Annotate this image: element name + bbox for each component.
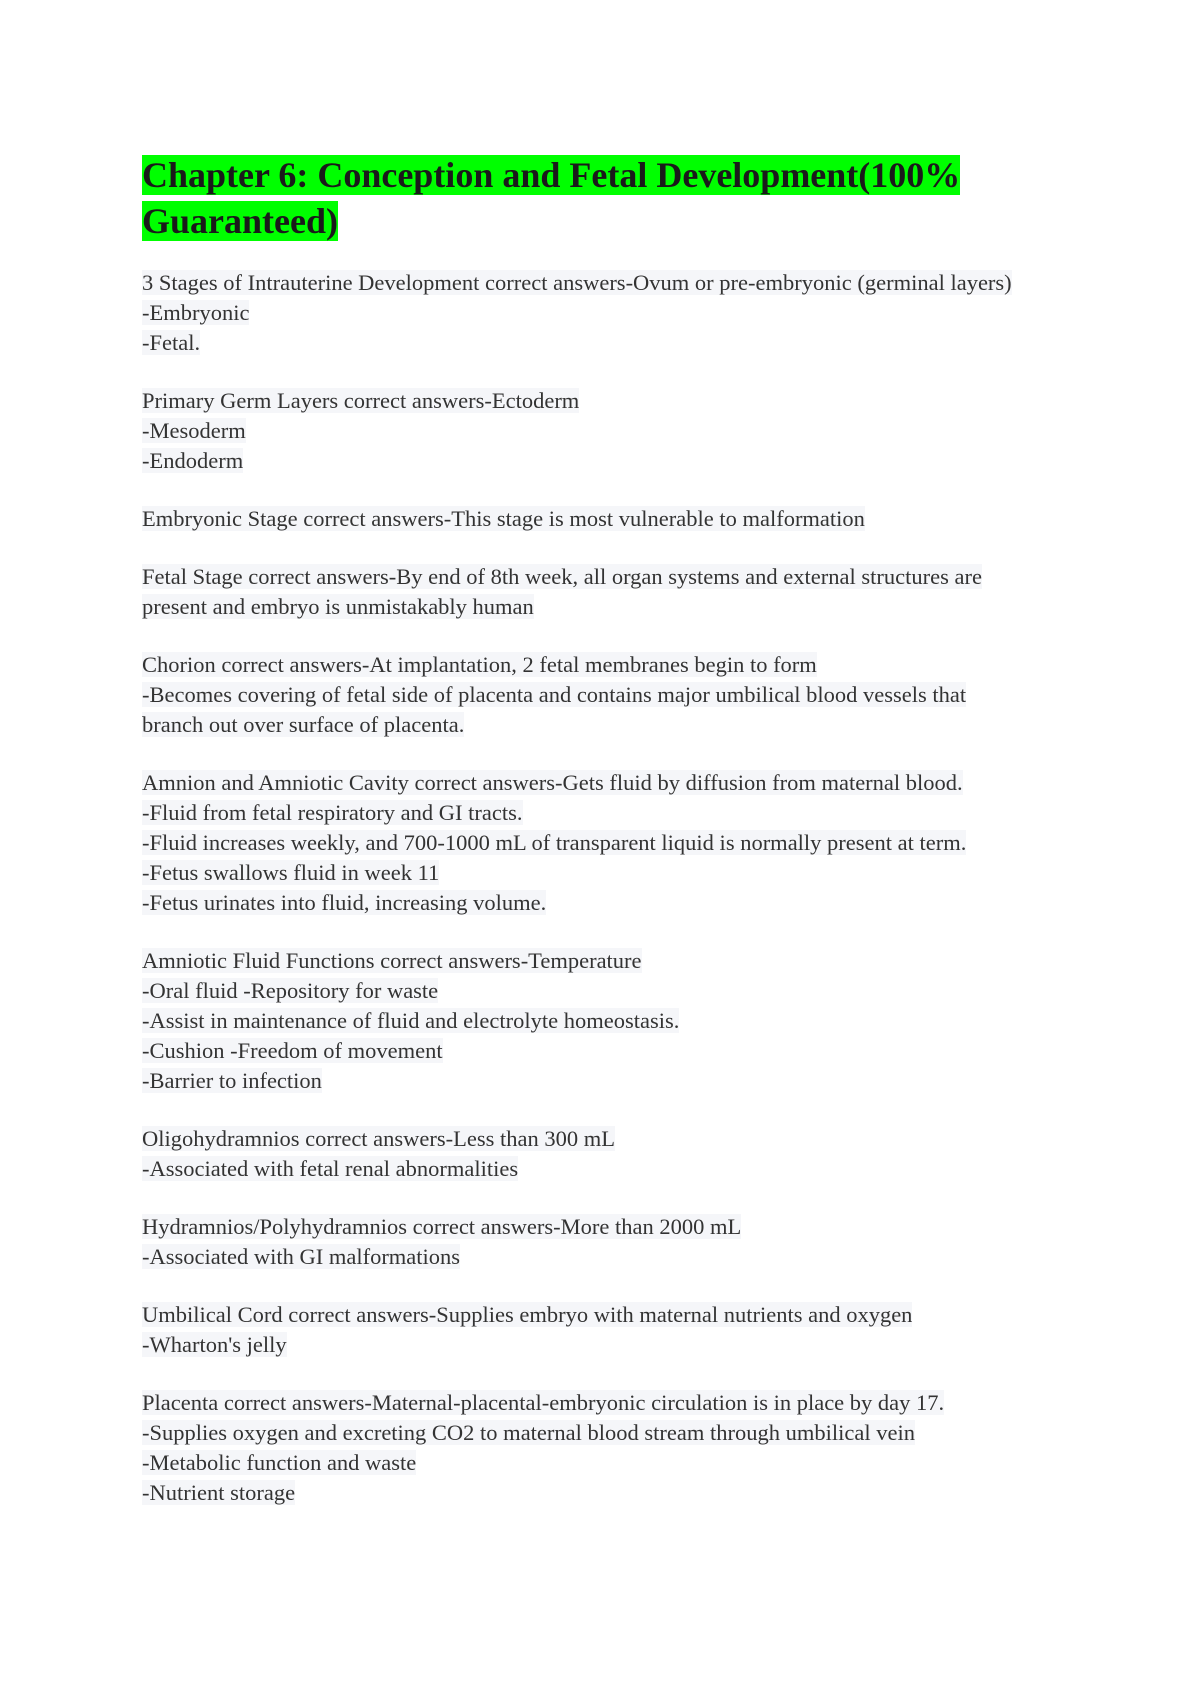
qa-entry (142, 946, 1082, 1096)
entry-text: present and embryo is unmistakably human (142, 594, 534, 619)
entry-text: -Fetus swallows fluid in week 11 (142, 860, 440, 885)
qa-entry (142, 504, 1082, 534)
entry-text: -Becomes covering of fetal side of placenta and contains major umbilical blood vessels that (142, 682, 967, 707)
entry-text: Umbilical Cord correct answers-Supplies embryo with maternal nutrients and oxygen (142, 1302, 913, 1327)
entry-question-line (142, 504, 1082, 534)
entry-answer-line (142, 1036, 1082, 1066)
entry-text: Amnion and Amniotic Cavity correct answers-Gets fluid by diffusion from maternal blood. (142, 770, 963, 795)
entry-answer-line (142, 1066, 1082, 1096)
entry-text: Embryonic Stage correct answers-This stage is most vulnerable to malformation (142, 506, 865, 531)
entry-question-line (142, 268, 1082, 298)
entry-text: Primary Germ Layers correct answers-Ectoderm (142, 388, 580, 413)
entry-text: -Supplies oxygen and excreting CO2 to maternal blood stream through umbilical vein (142, 1420, 915, 1445)
entry-text: Oligohydramnios correct answers-Less than 300 mL (142, 1126, 616, 1151)
entry-text: Amniotic Fluid Functions correct answers-Temperature (142, 948, 642, 973)
entry-answer-line (142, 1448, 1082, 1478)
entry-text: Chorion correct answers-At implantation, 2 fetal membranes begin to form (142, 652, 817, 677)
entry-text: -Embryonic (142, 300, 250, 325)
entry-text: -Assist in maintenance of fluid and electrolyte homeostasis. (142, 1008, 680, 1033)
entry-question-line (142, 1388, 1082, 1418)
qa-entry (142, 562, 1082, 622)
entry-answer-line (142, 1154, 1082, 1184)
entry-text: -Endoderm (142, 448, 244, 473)
entry-answer-line (142, 828, 1082, 858)
qa-entries (142, 268, 1082, 1508)
entry-text: -Fluid from fetal respiratory and GI tracts. (142, 800, 523, 825)
entry-question-line (142, 1212, 1082, 1242)
entry-answer-line (142, 798, 1082, 828)
entry-answer-line (142, 446, 1082, 476)
entry-answer-line (142, 888, 1082, 918)
qa-entry (142, 1124, 1082, 1184)
entry-text: -Fluid increases weekly, and 700-1000 mL of transparent liquid is normally present at term. (142, 830, 967, 855)
entry-text: -Barrier to infection (142, 1068, 322, 1093)
document-page (142, 152, 1082, 1536)
entry-answer-line (142, 976, 1082, 1006)
entry-text: Placenta correct answers-Maternal-placental-embryonic circulation is in place by day 17. (142, 1390, 945, 1415)
entry-text: branch out over surface of placenta. (142, 712, 465, 737)
entry-text: 3 Stages of Intrauterine Development correct answers-Ovum or pre-embryonic (germinal layers) (142, 270, 1012, 295)
page-title (142, 152, 1082, 244)
entry-answer-line (142, 1330, 1082, 1360)
entry-answer-line (142, 1242, 1082, 1272)
qa-entry (142, 386, 1082, 476)
entry-text: -Cushion -Freedom of movement (142, 1038, 443, 1063)
entry-text: -Associated with GI malformations (142, 1244, 461, 1269)
entry-text: -Oral fluid -Repository for waste (142, 978, 439, 1003)
entry-answer-line (142, 592, 1082, 622)
entry-answer-line (142, 416, 1082, 446)
qa-entry (142, 268, 1082, 358)
entry-text: -Associated with fetal renal abnormalities (142, 1156, 519, 1181)
entry-question-line (142, 562, 1082, 592)
entry-answer-line (142, 710, 1082, 740)
entry-question-line (142, 1124, 1082, 1154)
entry-answer-line (142, 858, 1082, 888)
entry-text: -Mesoderm (142, 418, 246, 443)
qa-entry (142, 1300, 1082, 1360)
entry-question-line (142, 386, 1082, 416)
entry-answer-line (142, 328, 1082, 358)
entry-question-line (142, 946, 1082, 976)
entry-text: -Fetus urinates into fluid, increasing volume. (142, 890, 547, 915)
entry-text: Hydramnios/Polyhydramnios correct answers-More than 2000 mL (142, 1214, 742, 1239)
entry-text: Fetal Stage correct answers-By end of 8th week, all organ systems and external structures are (142, 564, 982, 589)
entry-question-line (142, 1300, 1082, 1330)
qa-entry (142, 1212, 1082, 1272)
entry-text: -Fetal. (142, 330, 201, 355)
entry-answer-line (142, 1418, 1082, 1448)
entry-text: -Wharton's jelly (142, 1332, 287, 1357)
entry-text: -Metabolic function and waste (142, 1450, 417, 1475)
qa-entry (142, 1388, 1082, 1508)
qa-entry (142, 768, 1082, 918)
entry-answer-line (142, 1006, 1082, 1036)
entry-answer-line (142, 298, 1082, 328)
entry-question-line (142, 650, 1082, 680)
entry-text: -Nutrient storage (142, 1480, 296, 1505)
entry-answer-line (142, 1478, 1082, 1508)
entry-question-line (142, 768, 1082, 798)
qa-entry (142, 650, 1082, 740)
title-highlight: Chapter 6: Conception and Fetal Development(100% Guaranteed) (142, 155, 961, 241)
entry-answer-line (142, 680, 1082, 710)
